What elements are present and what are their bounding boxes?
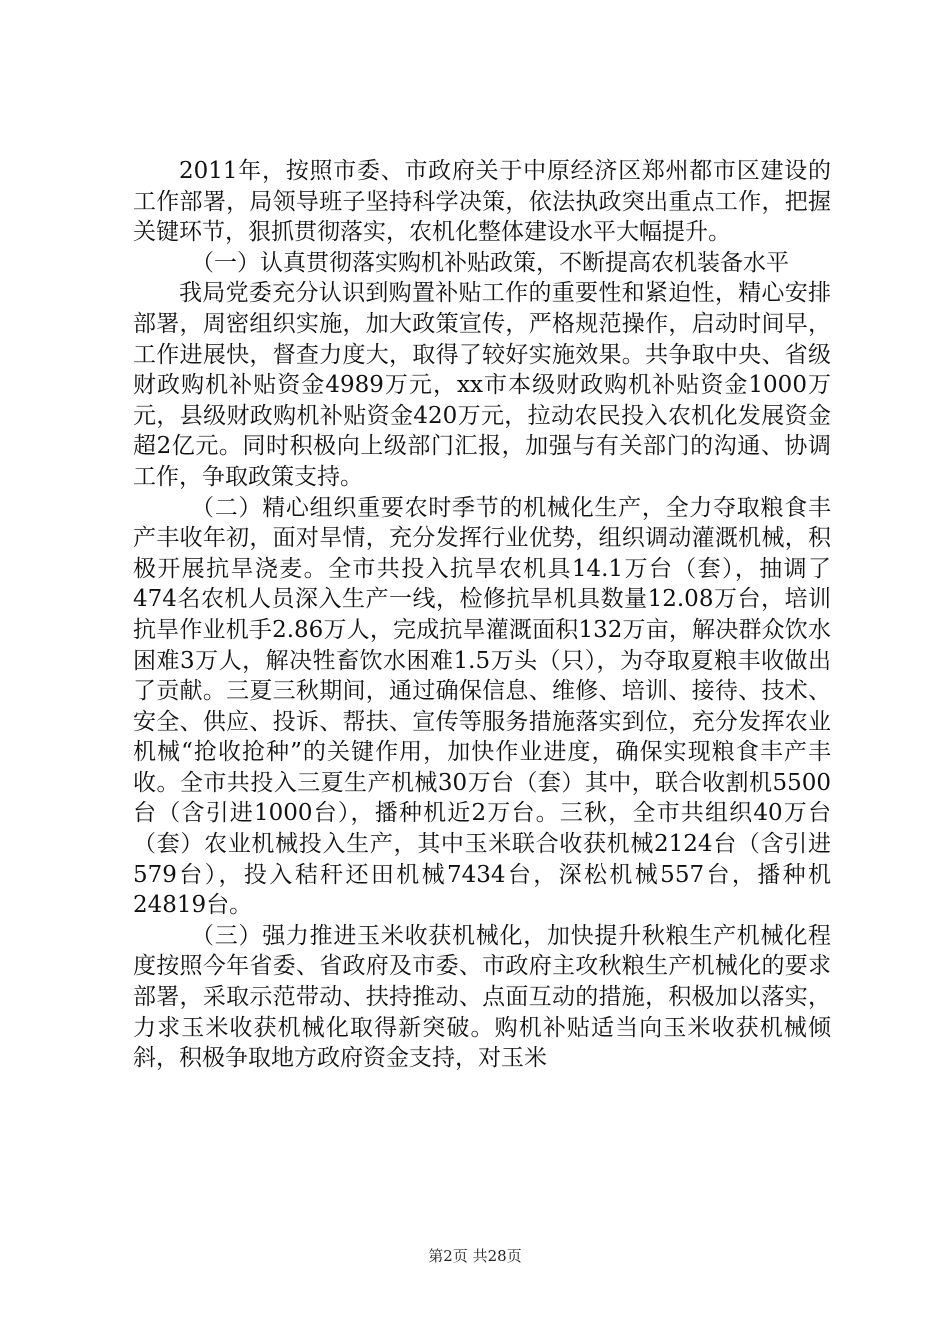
document-body bbox=[133, 156, 831, 1074]
section-2-paragraph: （二）精心组织重要农时季节的机械化生产，全力夺取粮食丰产丰收年初，面对旱情，充分发挥行业优势，组织调动灌溉机械，积极开展抗旱浇麦。全市共投入抗旱农机具14.1万台（套），抽调了474名农机人员深入生产一线，检修抗旱机具数量12.08万台，培训抗旱作业机手2.86万人，完成抗旱灌溉面积132万亩，解决群众饮水困难3万人，解决牲畜饮水困难1.5万头（只），为夺取夏粮丰收做出了贡献。三夏三秋期间，通过确保信息、维修、培训、接待、技术、安全、供应、投诉、帮扶、宣传等服务措施落实到位，充分发挥农业机械“抢收抢种”的关键作用，加快作业进度，确保实现粮食丰产丰收。全市共投入三夏生产机械30万台（套）其中，联合收割机5500台（含引进1000台），播种机近2万台。三秋，全市共组织40万台（套）农业机械投入生产，其中玉米联合收获机械2124台（含引进579台），投入秸秆还田机械7434台，深松机械557台，播种机24819台。 bbox=[133, 494, 831, 919]
page-number-footer: 第2页 共28页 bbox=[428, 1247, 522, 1265]
section-3-paragraph: （三）强力推进玉米收获机械化，加快提升秋粮生产机械化程度按照今年省委、省政府及市委、市政府主攻秋粮生产机械化的要求部署，采取示范带动、扶持推动、点面互动的措施，积极加以落实，力求玉米收获机械化取得新突破。购机补贴适当向玉米收获机械倾斜，积极争取地方政府资金支持，对玉米 bbox=[133, 922, 831, 1072]
paragraph-intro: 2011年，按照市委、市政府关于中原经济区郑州都市区建设的工作部署，局领导班子坚持科学决策，依法执政突出重点工作，把握关键环节，狠抓贯彻落实，农机化整体建设水平大幅提升。 bbox=[133, 158, 831, 246]
paragraph-subsidy: 我局党委充分认识到购置补贴工作的重要性和紧迫性，精心安排部署，周密组织实施，加大政策宣传，严格规范操作，启动时间早，工作进展快，督查力度大，取得了较好实施效果。共争取中央、省级财政购机补贴资金4989万元，xx市本级财政购机补贴资金1000万元，县级财政购机补贴资金420万元，拉动农民投入农机化发展资金超2亿元。同时积极向上级部门汇报，加强与有关部门的沟通、协调工作，争取政策支持。 bbox=[133, 280, 831, 490]
section-heading-1: （一）认真贯彻落实购机补贴政策，不断提高农机装备水平 bbox=[191, 249, 789, 276]
